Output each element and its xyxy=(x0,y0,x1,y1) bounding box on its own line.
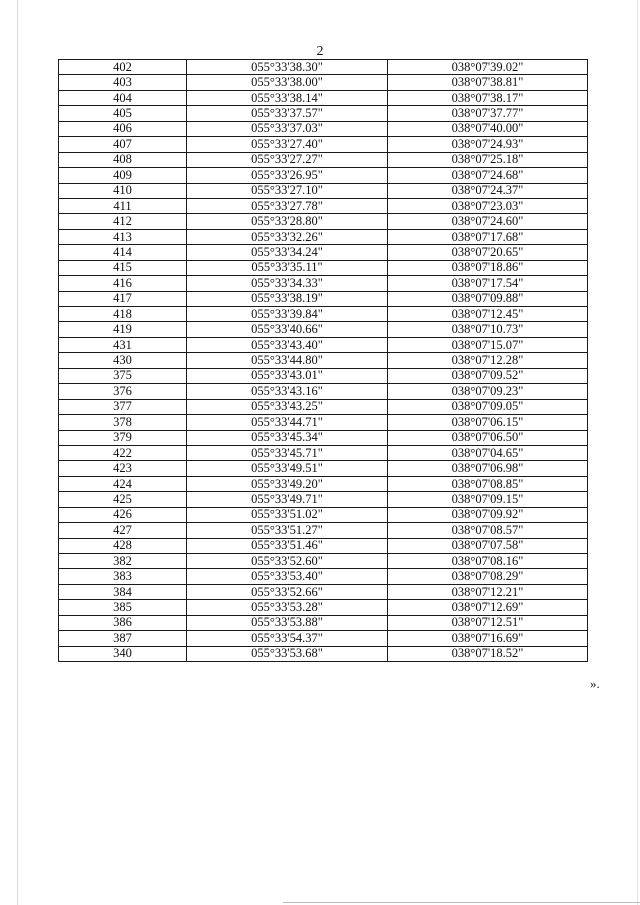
longitude-cell: 038°07'08.57" xyxy=(388,523,588,538)
longitude-cell: 038°07'08.16" xyxy=(388,554,588,569)
point-number-cell: 377 xyxy=(59,399,187,414)
table-row xyxy=(59,569,588,584)
longitude-cell: 038°07'39.02" xyxy=(388,60,588,75)
table-row xyxy=(59,415,588,430)
closing-quote-mark: ». xyxy=(590,676,600,691)
table-row xyxy=(59,631,588,646)
point-number-cell: 384 xyxy=(59,584,187,599)
longitude-cell: 038°07'06.15" xyxy=(388,415,588,430)
table-row xyxy=(59,60,588,75)
point-number-cell: 408 xyxy=(59,152,187,167)
table-row xyxy=(59,461,588,476)
table-row xyxy=(59,121,588,136)
longitude-cell: 038°07'12.51" xyxy=(388,615,588,630)
point-number-cell: 425 xyxy=(59,492,187,507)
latitude-cell: 055°33'34.24" xyxy=(187,245,388,260)
table-row xyxy=(59,384,588,399)
point-number-cell: 428 xyxy=(59,538,187,553)
longitude-cell: 038°07'24.60" xyxy=(388,214,588,229)
latitude-cell: 055°33'49.51" xyxy=(187,461,388,476)
latitude-cell: 055°33'53.28" xyxy=(187,600,388,615)
latitude-cell: 055°33'51.02" xyxy=(187,507,388,522)
longitude-cell: 038°07'37.77" xyxy=(388,106,588,121)
point-number-cell: 430 xyxy=(59,353,187,368)
longitude-cell: 038°07'24.68" xyxy=(388,168,588,183)
point-number-cell: 378 xyxy=(59,415,187,430)
page-edge-left xyxy=(17,0,18,905)
longitude-cell: 038°07'09.52" xyxy=(388,368,588,383)
longitude-cell: 038°07'09.92" xyxy=(388,507,588,522)
longitude-cell: 038°07'38.81" xyxy=(388,75,588,90)
latitude-cell: 055°33'35.11" xyxy=(187,260,388,275)
table-row xyxy=(59,353,588,368)
latitude-cell: 055°33'53.40" xyxy=(187,569,388,584)
latitude-cell: 055°33'54.37" xyxy=(187,631,388,646)
latitude-cell: 055°33'43.01" xyxy=(187,368,388,383)
latitude-cell: 055°33'49.71" xyxy=(187,492,388,507)
point-number-cell: 427 xyxy=(59,523,187,538)
table-row xyxy=(59,137,588,152)
point-number-cell: 422 xyxy=(59,445,187,460)
table-row xyxy=(59,430,588,445)
point-number-cell: 386 xyxy=(59,615,187,630)
table-row xyxy=(59,399,588,414)
table-row xyxy=(59,152,588,167)
latitude-cell: 055°33'40.66" xyxy=(187,322,388,337)
page-number: 2 xyxy=(316,44,324,59)
longitude-cell: 038°07'09.15" xyxy=(388,492,588,507)
longitude-cell: 038°07'16.69" xyxy=(388,631,588,646)
point-number-cell: 405 xyxy=(59,106,187,121)
table-row xyxy=(59,214,588,229)
table-row xyxy=(59,523,588,538)
longitude-cell: 038°07'15.07" xyxy=(388,337,588,352)
table-row xyxy=(59,106,588,121)
longitude-cell: 038°07'20.65" xyxy=(388,245,588,260)
point-number-cell: 409 xyxy=(59,168,187,183)
latitude-cell: 055°33'44.71" xyxy=(187,415,388,430)
longitude-cell: 038°07'24.37" xyxy=(388,183,588,198)
latitude-cell: 055°33'27.78" xyxy=(187,198,388,213)
latitude-cell: 055°33'52.66" xyxy=(187,584,388,599)
latitude-cell: 055°33'51.27" xyxy=(187,523,388,538)
longitude-cell: 038°07'12.45" xyxy=(388,307,588,322)
longitude-cell: 038°07'23.03" xyxy=(388,198,588,213)
page-edge-bottom xyxy=(283,902,640,903)
latitude-cell: 055°33'27.40" xyxy=(187,137,388,152)
longitude-cell: 038°07'17.54" xyxy=(388,276,588,291)
point-number-cell: 379 xyxy=(59,430,187,445)
latitude-cell: 055°33'43.40" xyxy=(187,337,388,352)
table-row xyxy=(59,322,588,337)
table-row xyxy=(59,337,588,352)
point-number-cell: 340 xyxy=(59,646,187,661)
latitude-cell: 055°33'53.88" xyxy=(187,615,388,630)
longitude-cell: 038°07'18.52" xyxy=(388,646,588,661)
latitude-cell: 055°33'27.10" xyxy=(187,183,388,198)
latitude-cell: 055°33'38.00" xyxy=(187,75,388,90)
table-row xyxy=(59,445,588,460)
longitude-cell: 038°07'07.58" xyxy=(388,538,588,553)
longitude-cell: 038°07'12.21" xyxy=(388,584,588,599)
point-number-cell: 413 xyxy=(59,229,187,244)
table-row xyxy=(59,507,588,522)
point-number-cell: 431 xyxy=(59,337,187,352)
latitude-cell: 055°33'43.16" xyxy=(187,384,388,399)
point-number-cell: 402 xyxy=(59,60,187,75)
longitude-cell: 038°07'08.85" xyxy=(388,476,588,491)
table-row xyxy=(59,554,588,569)
point-number-cell: 410 xyxy=(59,183,187,198)
longitude-cell: 038°07'40.00" xyxy=(388,121,588,136)
latitude-cell: 055°33'44.80" xyxy=(187,353,388,368)
table-row xyxy=(59,600,588,615)
longitude-cell: 038°07'06.98" xyxy=(388,461,588,476)
latitude-cell: 055°33'37.57" xyxy=(187,106,388,121)
latitude-cell: 055°33'45.34" xyxy=(187,430,388,445)
longitude-cell: 038°07'12.28" xyxy=(388,353,588,368)
table-row xyxy=(59,476,588,491)
latitude-cell: 055°33'26.95" xyxy=(187,168,388,183)
latitude-cell: 055°33'38.19" xyxy=(187,291,388,306)
latitude-cell: 055°33'37.03" xyxy=(187,121,388,136)
point-number-cell: 382 xyxy=(59,554,187,569)
table-row xyxy=(59,90,588,105)
latitude-cell: 055°33'52.60" xyxy=(187,554,388,569)
table-row xyxy=(59,183,588,198)
table-row xyxy=(59,615,588,630)
table-row xyxy=(59,584,588,599)
longitude-cell: 038°07'18.86" xyxy=(388,260,588,275)
table-row xyxy=(59,276,588,291)
point-number-cell: 423 xyxy=(59,461,187,476)
table-row xyxy=(59,291,588,306)
point-number-cell: 417 xyxy=(59,291,187,306)
latitude-cell: 055°33'28.80" xyxy=(187,214,388,229)
table-row xyxy=(59,492,588,507)
point-number-cell: 418 xyxy=(59,307,187,322)
longitude-cell: 038°07'06.50" xyxy=(388,430,588,445)
longitude-cell: 038°07'04.65" xyxy=(388,445,588,460)
longitude-cell: 038°07'17.68" xyxy=(388,229,588,244)
point-number-cell: 415 xyxy=(59,260,187,275)
longitude-cell: 038°07'25.18" xyxy=(388,152,588,167)
point-number-cell: 404 xyxy=(59,90,187,105)
latitude-cell: 055°33'32.26" xyxy=(187,229,388,244)
latitude-cell: 055°33'51.46" xyxy=(187,538,388,553)
latitude-cell: 055°33'34.33" xyxy=(187,276,388,291)
point-number-cell: 385 xyxy=(59,600,187,615)
longitude-cell: 038°07'12.69" xyxy=(388,600,588,615)
latitude-cell: 055°33'49.20" xyxy=(187,476,388,491)
longitude-cell: 038°07'10.73" xyxy=(388,322,588,337)
coordinates-table-body xyxy=(59,60,588,662)
point-number-cell: 376 xyxy=(59,384,187,399)
latitude-cell: 055°33'27.27" xyxy=(187,152,388,167)
table-row xyxy=(59,229,588,244)
table-row xyxy=(59,75,588,90)
table-row xyxy=(59,646,588,661)
point-number-cell: 407 xyxy=(59,137,187,152)
latitude-cell: 055°33'39.84" xyxy=(187,307,388,322)
table-row xyxy=(59,368,588,383)
point-number-cell: 419 xyxy=(59,322,187,337)
point-number-cell: 403 xyxy=(59,75,187,90)
point-number-cell: 414 xyxy=(59,245,187,260)
longitude-cell: 038°07'38.17" xyxy=(388,90,588,105)
point-number-cell: 383 xyxy=(59,569,187,584)
page-edge-right xyxy=(637,0,638,905)
table-row xyxy=(59,260,588,275)
latitude-cell: 055°33'38.30" xyxy=(187,60,388,75)
table-row xyxy=(59,168,588,183)
table-row xyxy=(59,198,588,213)
point-number-cell: 406 xyxy=(59,121,187,136)
point-number-cell: 375 xyxy=(59,368,187,383)
point-number-cell: 412 xyxy=(59,214,187,229)
table-row xyxy=(59,245,588,260)
longitude-cell: 038°07'09.23" xyxy=(388,384,588,399)
longitude-cell: 038°07'09.88" xyxy=(388,291,588,306)
point-number-cell: 426 xyxy=(59,507,187,522)
point-number-cell: 387 xyxy=(59,631,187,646)
latitude-cell: 055°33'45.71" xyxy=(187,445,388,460)
table-row xyxy=(59,538,588,553)
latitude-cell: 055°33'43.25" xyxy=(187,399,388,414)
table-row xyxy=(59,307,588,322)
point-number-cell: 424 xyxy=(59,476,187,491)
latitude-cell: 055°33'53.68" xyxy=(187,646,388,661)
longitude-cell: 038°07'24.93" xyxy=(388,137,588,152)
coordinates-table xyxy=(58,59,588,662)
latitude-cell: 055°33'38.14" xyxy=(187,90,388,105)
longitude-cell: 038°07'09.05" xyxy=(388,399,588,414)
point-number-cell: 416 xyxy=(59,276,187,291)
longitude-cell: 038°07'08.29" xyxy=(388,569,588,584)
point-number-cell: 411 xyxy=(59,198,187,213)
